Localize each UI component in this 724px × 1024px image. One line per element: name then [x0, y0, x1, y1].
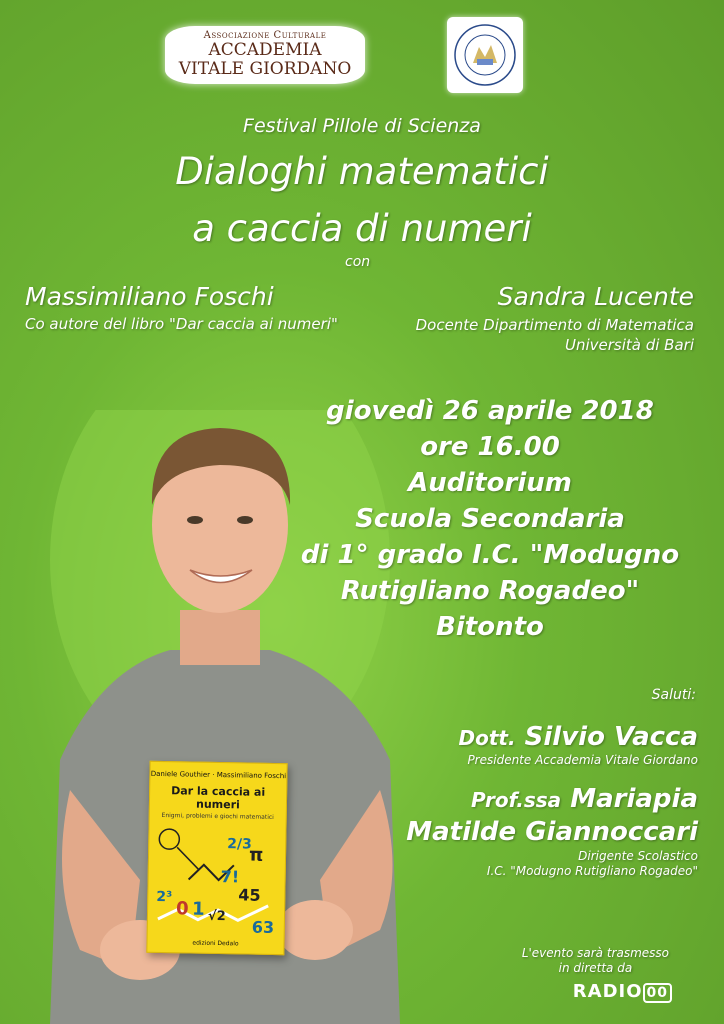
- book-subtitle: Enigmi, problemi e giochi matematici: [161, 812, 274, 821]
- radio-logo-text: RADIO: [572, 981, 643, 1002]
- book-publisher: edizioni Dedalo: [192, 939, 239, 948]
- accademia-logo: [165, 26, 365, 84]
- guest-1-title: Dott.: [458, 726, 516, 750]
- guest-2-role-2: I.C. "Modugno Rutigliano Rogadeo": [486, 864, 698, 878]
- svg-text:π: π: [248, 844, 264, 866]
- festival-name: Festival Pillole di Scienza: [243, 115, 481, 137]
- svg-text:45: 45: [238, 885, 261, 905]
- speaker-2-role: [416, 315, 694, 355]
- svg-text:√2: √2: [207, 908, 226, 925]
- title-line-2: a caccia di numeri: [192, 207, 532, 250]
- logo-line-1: Associazione Culturale: [203, 30, 327, 41]
- guest-2-role-1: Dirigente Scolastico: [578, 849, 698, 863]
- logo-line-2: ACCADEMIA: [208, 40, 322, 60]
- guest-1-role: Presidente Accademia Vitale Giordano: [467, 753, 698, 767]
- radio-logo-suffix: 00: [643, 983, 672, 1003]
- book-title: Dar la caccia ai numeri: [171, 784, 266, 812]
- speaker-2-role-line-1: Docente Dipartimento di Matematica: [415, 316, 694, 334]
- svg-text:2³: 2³: [156, 888, 173, 906]
- svg-text:2/3: 2/3: [227, 836, 252, 853]
- guest-2-role: [487, 849, 698, 879]
- speaker-2-name: Sandra Lucente: [497, 282, 694, 311]
- saluti-label: Saluti:: [651, 687, 696, 703]
- broadcast-line-1: L'evento sarà trasmesso: [521, 946, 669, 960]
- event-time: ore 16.00: [420, 432, 560, 462]
- guest-2-title: Prof.ssa: [471, 788, 562, 812]
- book-authors: Daniele Gouthier · Massimiliano Foschi: [150, 769, 287, 781]
- speaker-1-role: Co autore del libro "Dar caccia ai numeri": [25, 315, 338, 333]
- svg-text:1: 1: [191, 898, 205, 920]
- logo-line-3: VITALE GIORDANO: [178, 59, 352, 79]
- guest-1-name: Silvio Vacca: [524, 722, 698, 752]
- guest-2-name-1: Mariapia: [570, 784, 698, 814]
- con-label: con: [345, 254, 371, 270]
- event-venue-3: di 1° grado I.C. "Modugno: [300, 540, 680, 570]
- svg-text:0: 0: [175, 898, 189, 920]
- title-line-1: Dialoghi matematici: [175, 150, 549, 193]
- event-venue-4: Rutigliano Rogadeo": [340, 576, 640, 606]
- svg-text:7!: 7!: [220, 867, 240, 887]
- event-venue-1: Auditorium: [408, 468, 572, 498]
- speaker-2-role-line-2: Università di Bari: [564, 336, 694, 354]
- guest-1: [459, 722, 698, 752]
- book-cover: [146, 761, 287, 955]
- book-illustration-icon: [148, 819, 284, 941]
- school-seal-icon: [447, 17, 523, 93]
- event-info: [290, 393, 690, 645]
- broadcast-line-2: in diretta da: [558, 961, 633, 975]
- speaker-1-name: Massimiliano Foschi: [25, 282, 274, 311]
- guest-2-name-2: Matilde Giannoccari: [406, 817, 698, 847]
- guest-2: [406, 783, 698, 848]
- broadcast-note: [522, 946, 669, 976]
- svg-text:63: 63: [251, 917, 275, 938]
- event-venue-2: Scuola Secondaria: [355, 504, 625, 534]
- radio-logo: [573, 981, 672, 1003]
- event-date: giovedì 26 aprile 2018: [326, 396, 654, 426]
- event-city: Bitonto: [436, 612, 544, 642]
